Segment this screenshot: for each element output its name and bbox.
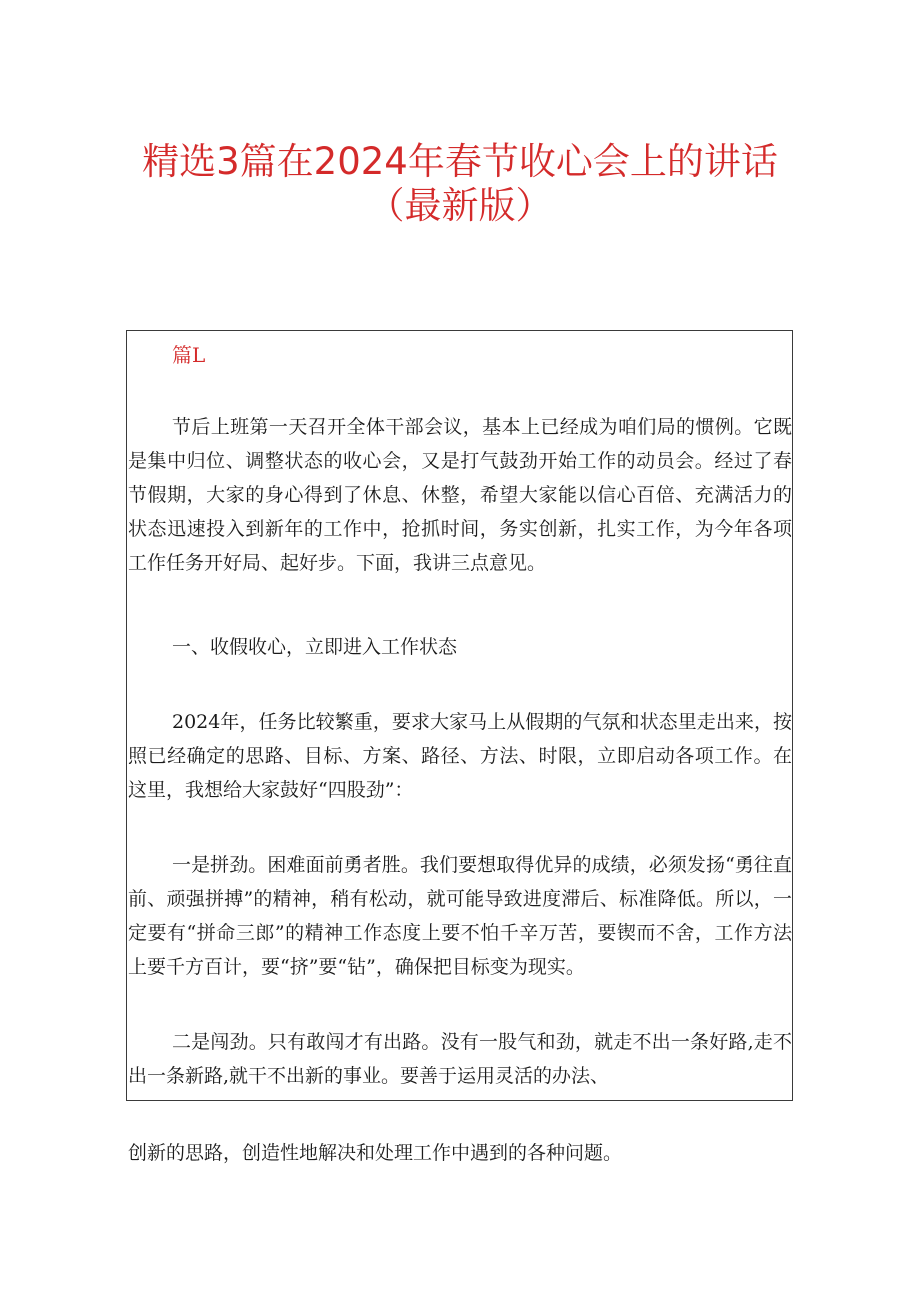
title-line-1: 精选3篇在2024年春节收心会上的讲话 — [142, 140, 778, 183]
paragraph-continuation: 创新的思路，创造性地解决和处理工作中遇到的各种问题。 — [128, 1142, 623, 1164]
paragraph-2024: 2024年，任务比较繁重，要求大家马上从假期的气氛和状态里走出来，按照已经确定的思路、目标、方案、路径、方法、时限，立即启动各项工作。在这里，我想给大家鼓好“四股劲”： — [128, 711, 792, 801]
paragraph-intro: 节后上班第一天召开全体干部会议，基本上已经成为咱们局的惯例。它既是集中归位、调整状态的收心会，又是打气鼓劲开始工作的动员会。经过了春节假期，大家的身心得到了休息、休整，希望大家能以信心百倍、充满活力的状态迅速投入到新年的工作中，抢抓时间，务实创新，扎实工作，为今年各项工作任务开好局、起好步。下面，我讲三点意见。 — [128, 416, 792, 574]
paragraph-chuangjin: 二是闯劲。只有敢闯才有出路。没有一股气和劲，就走不出一条好路,走不出一条新路,就干不出新的事业。要善于运用灵活的办法、 — [128, 1031, 792, 1087]
heading-section-one: 一、收假收心，立即进入工作状态 — [172, 636, 458, 658]
document-title — [0, 140, 920, 228]
title-line-2: （最新版） — [367, 184, 553, 227]
paragraph-pinjin: 一是拼劲。困难面前勇者胜。我们要想取得优异的成绩，必须发扬“勇往直前、顽强拼搏”的精神，稍有松动，就可能导致进度滞后、标准降低。所以，一定要有“拼命三郎”的精神工作态度上要不怕千辛万苦，要锲而不舍，工作方法上要千方百计，要“挤”要“钻”，确保把目标变为现实。 — [128, 854, 792, 978]
section-label: 篇L — [172, 343, 206, 367]
